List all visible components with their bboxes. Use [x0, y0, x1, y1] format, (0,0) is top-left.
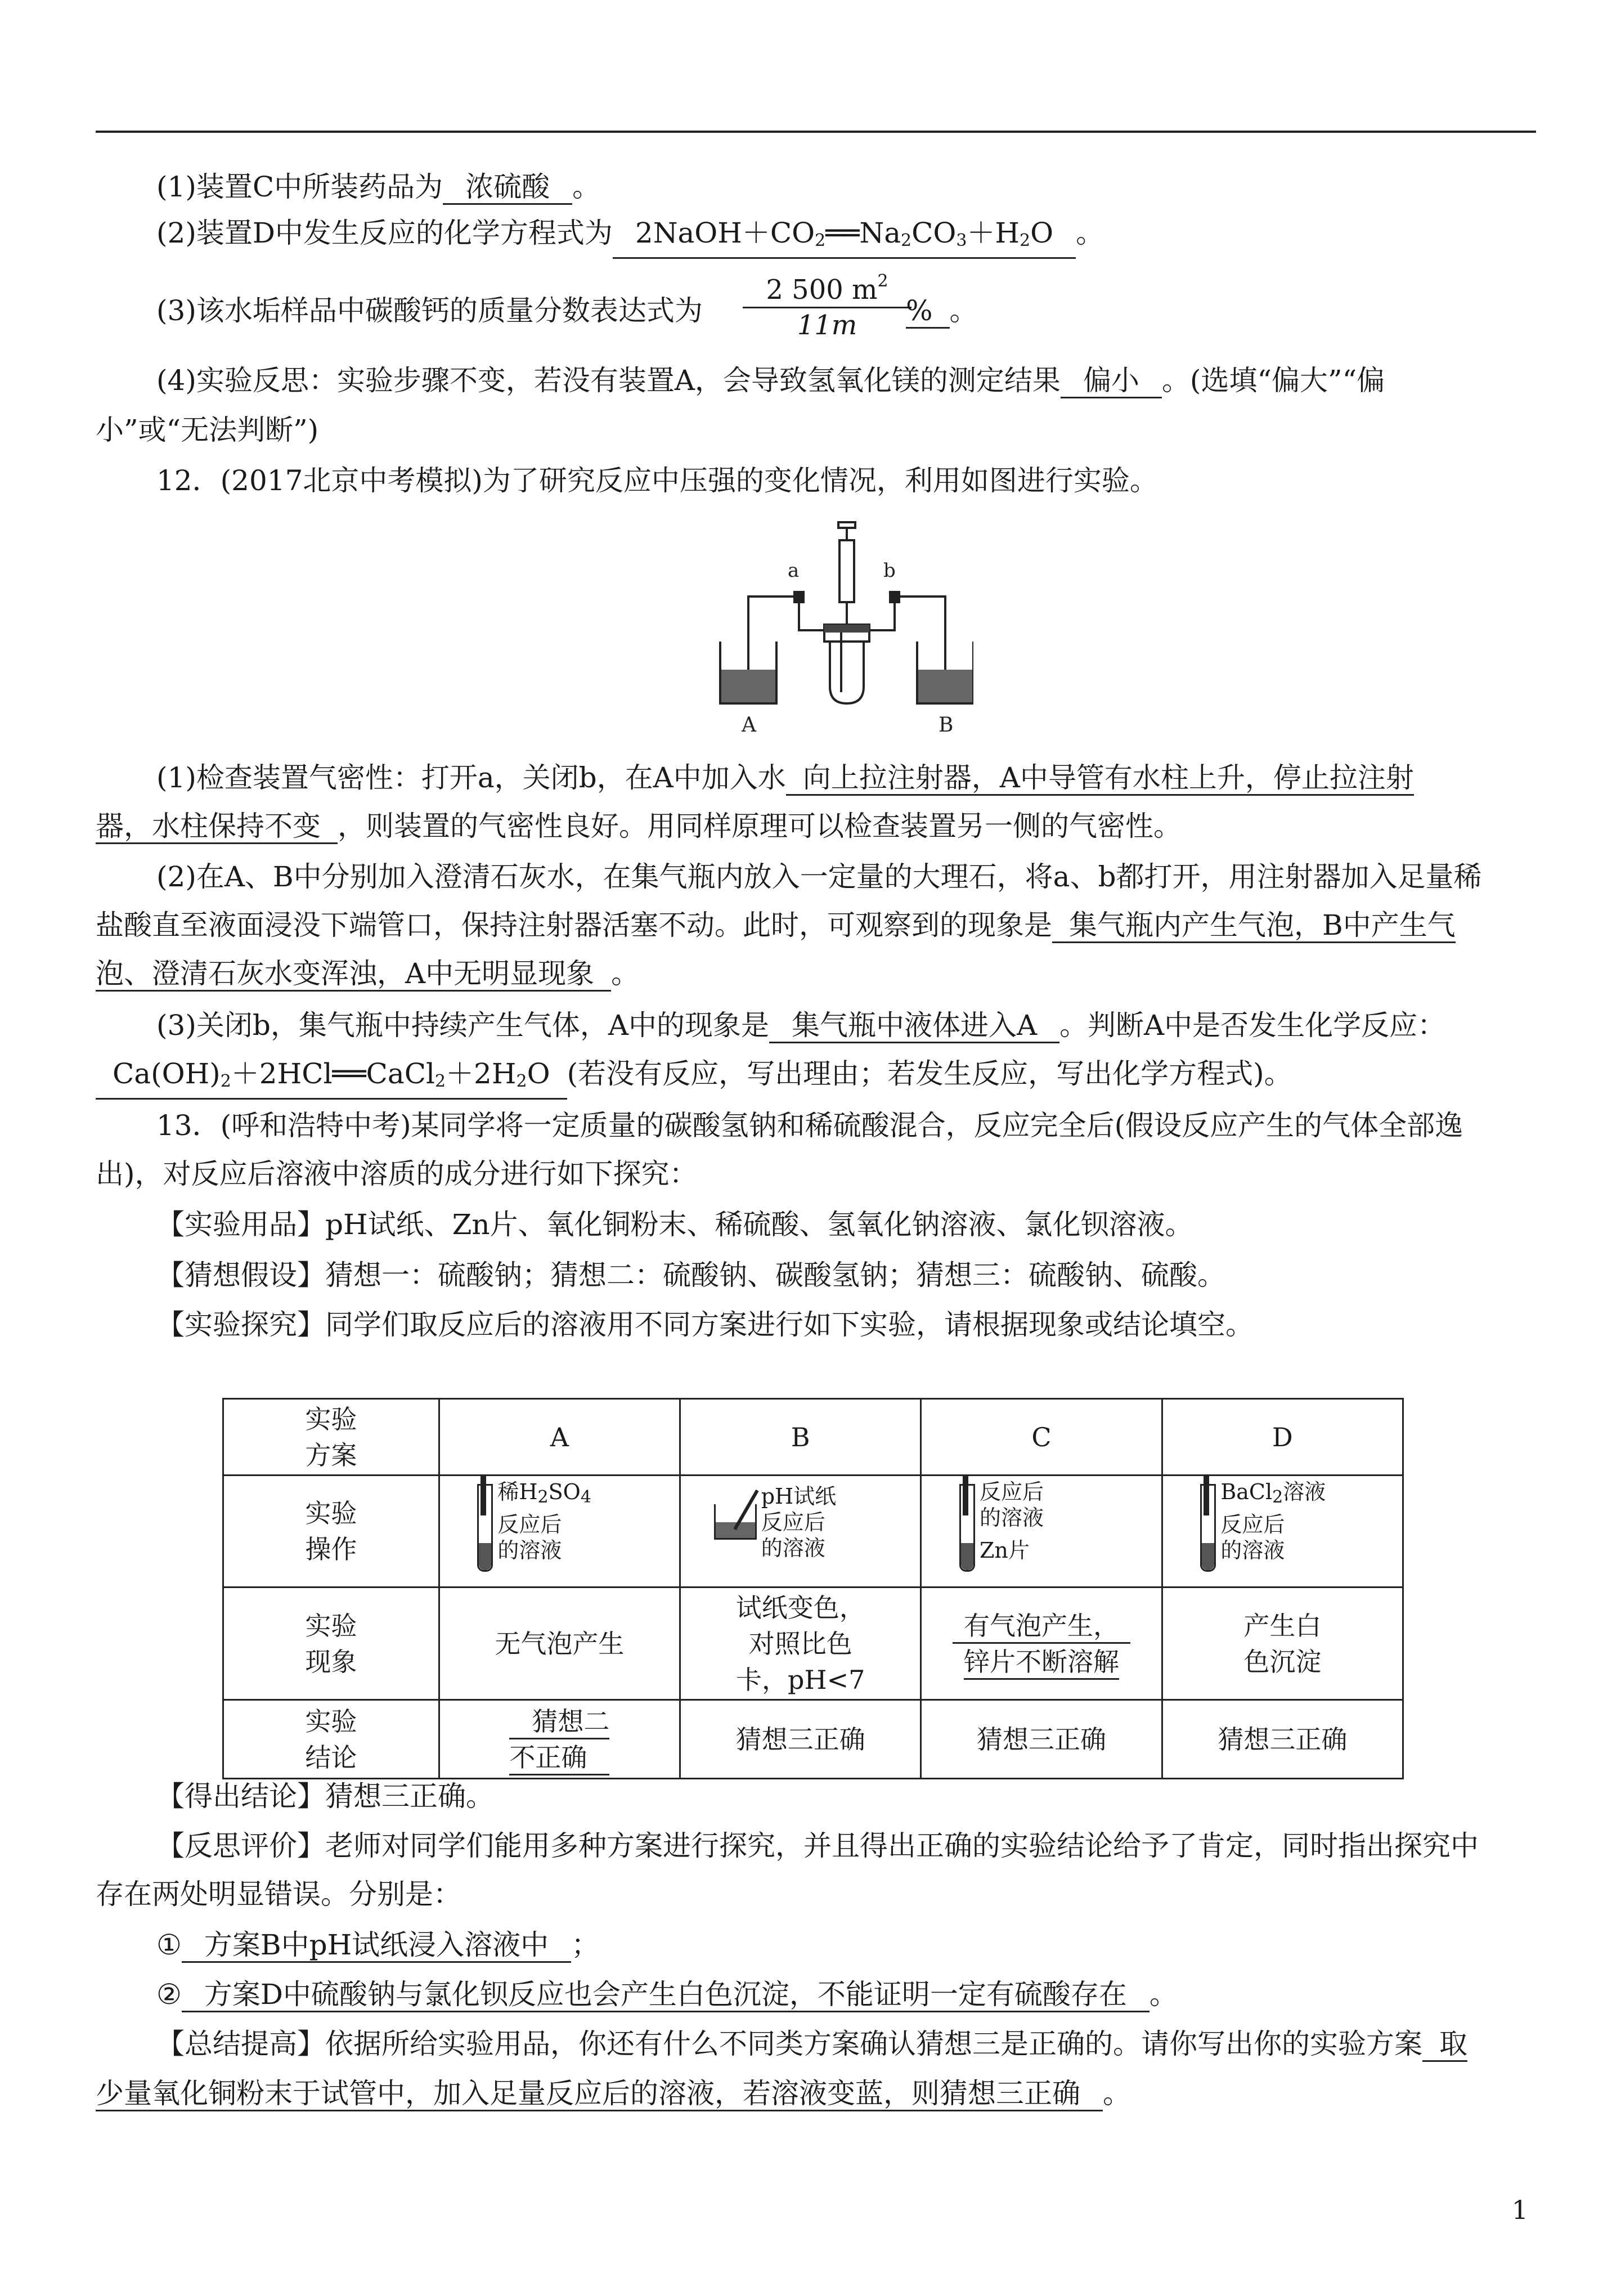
q11-answer-1: 浓硫酸	[443, 171, 572, 205]
q13-summary-answer-b: 少量氧化铜粉末于试管中，加入足量反应后的溶液，若溶液变蓝，则猜想三正确	[96, 2077, 1103, 2111]
q12-answer-1b: 器，水柱保持不变	[96, 810, 338, 844]
q13-reflect-1: 【反思评价】老师对同学们能用多种方案进行探究，并且得出正确的实验结论给予了肯定，同时指出探究中	[156, 1829, 1479, 1862]
valve-a-label: a	[788, 559, 800, 582]
phenomenon-d: 产生白 色沉淀	[1162, 1588, 1403, 1700]
col-header-a: A	[439, 1399, 680, 1476]
row-header-plan: 实验 方案	[223, 1399, 439, 1476]
q11-answer-2: $2NaOH+CO_2══Na_2CO_3+H_2O$	[613, 217, 1076, 259]
q12-part2-line1: (2)在A、B中分别加入澄清石灰水，在集气瓶内放入一定量的大理石，将a、b都打开，用注射器加入足量稀	[156, 860, 1482, 893]
q12-part2-line3: 泡、澄清石灰水变浑浊，A中无明显现象 。	[96, 956, 1536, 992]
q11-part4-cont: 小”或“无法判断”)	[96, 414, 319, 446]
q13-conclusion: 【得出结论】猜想三正确。	[156, 1780, 494, 1813]
q12-answer-3: 集气瓶中液体进入A	[769, 1009, 1059, 1043]
operation-d: BaCl$_2$溶液 反应后 的溶液	[1162, 1476, 1403, 1588]
q11-fraction: $\frac{2 500 m^2}{11m}$	[743, 264, 911, 342]
table-row-conclusion	[223, 1700, 1403, 1779]
beaker-b-label: B	[939, 714, 954, 737]
beaker-a-label: A	[742, 714, 756, 737]
row-header-conclusion: 实验 结论	[223, 1700, 439, 1779]
operation-b: pH试纸 反应后 的溶液	[680, 1476, 921, 1588]
q13-summary: 【总结提高】依据所给实验用品，你还有什么不同类方案确认猜想三是正确的。请你写出你的实验方案 取	[96, 2026, 1597, 2062]
operation-a: 稀$H_2SO_4$ 反应后 的溶液	[439, 1476, 680, 1588]
header-rule	[96, 131, 1536, 133]
q12-equation: $Ca(OH)_2+2HCl══CaCl_2+2H_2O$	[96, 1057, 567, 1100]
q11-part2: (2)装置D中发生反应的化学方程式为 $2NaOH+CO_2══Na_2CO_3+H_2O$ 。	[96, 215, 1597, 259]
q13-summary-answer-a: 取	[1422, 2028, 1467, 2062]
col-header-c: C	[921, 1399, 1162, 1476]
q13-error-1: ① 方案B中pH试纸浸入溶液中 ；	[96, 1927, 1597, 1963]
q13-summary-cont: 少量氧化铜粉末于试管中，加入足量反应后的溶液，若溶液变蓝，则猜想三正确 。	[96, 2075, 1536, 2111]
conclusion-d: 猜想三正确	[1162, 1700, 1403, 1779]
q12-answer-2a: 集气瓶内产生气泡，B中产生气	[1052, 909, 1456, 943]
table-row-plan	[223, 1399, 1403, 1476]
q12-part3: (3)关闭b，集气瓶中持续产生气体，A中的现象是 集气瓶中液体进入A 。判断A中是否发生化学反应：	[96, 1007, 1597, 1043]
q13-reflect-2: 存在两处明显错误。分别是：	[96, 1878, 461, 1911]
phenomenon-b: 试纸变色， 对照比色 卡，pH<7	[680, 1588, 921, 1700]
q13-stem-1: 13．(呼和浩特中考)某同学将一定质量的碳酸氢钠和稀硫酸混合，反应完全后(假设反应产生的气体全部逸	[156, 1109, 1463, 1142]
q12-part1-cont: 器，水柱保持不变 ，则装置的气密性良好。用同样原理可以检查装置另一侧的气密性。	[96, 808, 1536, 844]
q13-hypothesis: 【猜想假设】猜想一：硫酸钠；猜想二：硫酸钠、碳酸氢钠；猜想三：硫酸钠、硫酸。	[156, 1259, 1225, 1292]
q13-error-2: ② 方案D中硫酸钠与氯化钡反应也会产生白色沉淀，不能证明一定有硫酸存在 。	[96, 1976, 1597, 2012]
q13-error-1-answer: 方案B中pH试纸浸入溶液中	[182, 1929, 571, 1963]
row-header-phenomenon: 实验 现象	[223, 1588, 439, 1700]
q11-part1: (1)装置C中所装药品为 浓硫酸 。	[96, 169, 1597, 205]
conclusion-c: 猜想三正确	[921, 1700, 1162, 1779]
q13-error-2-answer: 方案D中硫酸钠与氯化钡反应也会产生白色沉淀，不能证明一定有硫酸存在	[182, 1978, 1149, 2012]
col-header-d: D	[1162, 1399, 1403, 1476]
table-row-phenomenon	[223, 1588, 1403, 1700]
q13-explore: 【实验探究】同学们取反应后的溶液用不同方案进行如下实验，请根据现象或结论填空。	[156, 1308, 1254, 1341]
q11-answer-4: 偏小	[1061, 364, 1162, 398]
q12-part1: (1)检查装置气密性：打开a，关闭b，在A中加入水 向上拉注射器，A中导管有水柱上升，停止拉注射	[96, 760, 1597, 796]
q12-answer-1a: 向上拉注射器，A中导管有水柱上升，停止拉注射	[786, 761, 1414, 796]
phenomenon-a: 无气泡产生	[439, 1588, 680, 1700]
q12-stem: 12．(2017北京中考模拟)为了研究反应中压强的变化情况，利用如图进行实验。	[156, 464, 1158, 497]
conclusion-b: 猜想三正确	[680, 1700, 921, 1779]
q11-percent: % 。	[906, 293, 1018, 329]
operation-c: 反应后 的溶液 Zn片	[921, 1476, 1162, 1588]
conclusion-a: 猜想二 不正确	[439, 1700, 680, 1779]
q13-stem-2: 出)，对反应后溶液中溶质的成分进行如下探究：	[96, 1158, 698, 1190]
row-header-operation: 实验 操作	[223, 1476, 439, 1588]
apparatus-figure	[715, 518, 973, 743]
q11-part3: (3)该水垢样品中碳酸钙的质量分数表达式为	[156, 294, 703, 327]
valve-b-label: b	[883, 559, 896, 582]
q11-part4: (4)实验反思：实验步骤不变，若没有装置A，会导致氢氧化镁的测定结果 偏小 。(选填“偏大”“偏	[96, 362, 1597, 398]
table-row-operation	[223, 1476, 1403, 1588]
experiment-table	[222, 1398, 1404, 1779]
q12-part3-cont: $Ca(OH)_2+2HCl══CaCl_2+2H_2O$ (若没有反应，写出理由；若发生反应，写出化学方程式)。	[96, 1056, 1536, 1100]
q13-materials: 【实验用品】pH试纸、Zn片、氧化铜粉末、稀硫酸、氢氧化钠溶液、氯化钡溶液。	[156, 1208, 1193, 1241]
q12-answer-2b: 泡、澄清石灰水变浑浊，A中无明显现象	[96, 957, 611, 992]
phenomenon-c: 有气泡产生， 锌片不断溶解	[921, 1588, 1162, 1700]
col-header-b: B	[680, 1399, 921, 1476]
q12-part2-line2: 盐酸直至液面浸没下端管口，保持注射器活塞不动。此时，可观察到的现象是 集气瓶内产生气泡，B中产生气	[96, 907, 1536, 943]
page-number: 1	[1511, 2195, 1528, 2225]
